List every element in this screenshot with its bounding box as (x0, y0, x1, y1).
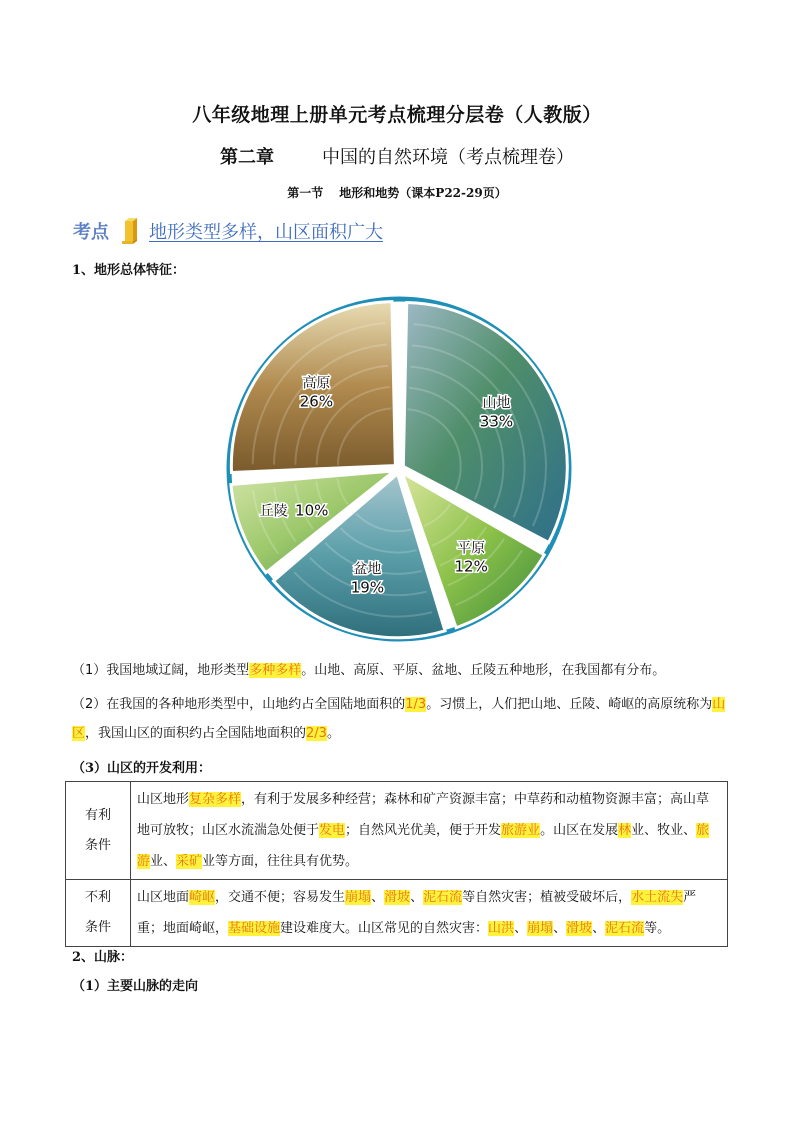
pie-label-gaoyuan: 高原 (302, 375, 331, 392)
r2-b: ，交通不便；容易发生 (215, 890, 346, 905)
chapter-number: 第二章 (220, 147, 274, 168)
r2-e: 等自然灾害；植被受破坏后， (462, 890, 632, 905)
r1-b: ，有利于发展多种经营；森林和矿产资源丰富；中草药和动植物资源丰富；高山草地可放牧；山区水流湍急处便于 (137, 792, 710, 838)
r2-hl10: 泥石流 (605, 921, 645, 936)
para1-text-b: 。山地、高原、平原、盆地、丘陵五种地形，在我国都有分布。 (301, 663, 666, 678)
pie-label-qiuling: 丘陵 (259, 503, 288, 520)
r2-i: 、 (553, 921, 567, 936)
para2-highlight-3: 2/3 (306, 726, 327, 741)
favorable-content (131, 782, 728, 880)
para2-highlight-1: 1/3 (405, 697, 427, 712)
favorable-label-line-2: 条件 (84, 837, 111, 853)
pie-value-qiuling: 10% (295, 501, 329, 520)
pie-value-pendi: 19% (350, 578, 385, 597)
pie-label-pingyuan: 平原 (457, 540, 486, 557)
r2-hl4: 泥石流 (423, 890, 463, 905)
heading-mountain-direction: （1）主要山脉的走向 (72, 979, 199, 994)
r1-hl5: 旅游 (137, 823, 710, 869)
kaodian-label: 考点 (73, 222, 109, 243)
para2-text-b: 。习惯上，人们把山地、丘陵、崎岖的高原统称为 (426, 697, 713, 712)
pie-label-shandi: 山地 (482, 395, 511, 412)
kaodian-banner (73, 216, 383, 246)
section-number: 第一节 (287, 186, 324, 200)
r1-hl2: 发电 (319, 823, 346, 838)
r2-hl3: 滑坡 (384, 890, 411, 905)
para2-highlight-2: 山区 (72, 697, 726, 741)
r1-hl6: 采矿 (176, 854, 203, 869)
unfavorable-content (131, 880, 728, 947)
r2-j: 、 (592, 921, 606, 936)
unfavorable-label (66, 880, 131, 947)
paragraph-2 (72, 690, 732, 748)
r2-hl9: 滑坡 (566, 921, 593, 936)
r1-c: ；自然风光优美，便于开发 (345, 823, 502, 838)
r2-f: 严重；地面崎岖， (137, 890, 697, 936)
chapter-title: 中国的自然环境（考点梳理卷） (322, 147, 574, 168)
para2-text-d: 。 (326, 726, 340, 741)
r1-d: 。山区在发展 (540, 823, 619, 838)
para1-text-a: （1）我国地域辽阔，地形类型 (72, 663, 250, 678)
chapter-heading (0, 143, 794, 169)
r2-a: 山区地面 (137, 890, 190, 905)
table-row-unfavorable (66, 880, 728, 947)
r2-hl7: 山洪 (488, 921, 515, 936)
r2-hl8: 崩塌 (527, 921, 554, 936)
pie-value-gaoyuan: 26% (299, 392, 334, 411)
r2-g: 建设难度大。山区常见的自然灾害： (280, 921, 489, 936)
r2-hl5: 水土流失 (631, 890, 684, 905)
favorable-label (66, 782, 131, 880)
r2-hl1: 崎岖 (189, 890, 216, 905)
r2-hl6: 基础设施 (228, 921, 281, 936)
r1-hl4: 林 (618, 823, 632, 838)
table-row-favorable (66, 782, 728, 880)
r1-a: 山区地形 (137, 792, 190, 807)
pie-label-pendi: 盆地 (353, 561, 382, 578)
r2-hl2: 崩塌 (345, 890, 372, 905)
unfavorable-label-line-1: 不利 (84, 890, 111, 905)
paragraph-3-heading: （3）山区的开发利用： (72, 761, 212, 776)
para1-highlight-1: 多种多样 (249, 663, 302, 678)
r2-k: 等。 (644, 921, 671, 936)
r1-g: 业等方面，往往具有优势。 (202, 854, 359, 869)
pie-value-pingyuan: 12% (454, 557, 488, 576)
heading-terrain-features: 1、地形总体特征： (72, 263, 186, 278)
r1-hl3: 旅游业 (501, 823, 541, 838)
mountain-area-table (65, 781, 728, 947)
r1-hl1: 复杂多样 (189, 792, 242, 807)
kaodian-title: 地形类型多样，山区面积广大 (149, 222, 383, 243)
section-title: 地形和地势（课本P22-29页） (339, 186, 507, 200)
kaodian-number-icon (121, 217, 139, 245)
r2-d: 、 (410, 890, 424, 905)
paragraph-1 (72, 656, 732, 685)
section-heading (0, 184, 794, 201)
heading-mountains: 2、山脉： (72, 950, 134, 965)
unfavorable-label-line-2: 条件 (84, 920, 111, 935)
r1-e: 业、牧业、 (631, 823, 697, 838)
favorable-label-line-1: 有利 (84, 807, 111, 823)
pie-value-shandi: 33% (479, 412, 514, 431)
r2-h: 、 (514, 921, 528, 936)
para2-text-a: （2）在我国的各种地形类型中，山地约占全国陆地面积的 (72, 697, 406, 712)
r2-c: 、 (371, 890, 385, 905)
document-title: 八年级地理上册单元考点梳理分层卷（人教版） (192, 104, 602, 126)
terrain-pie-chart (226, 296, 572, 642)
r1-f: 业、 (150, 854, 177, 869)
para2-text-c: ，我国山区的面积约占全国陆地面积的 (85, 726, 307, 741)
